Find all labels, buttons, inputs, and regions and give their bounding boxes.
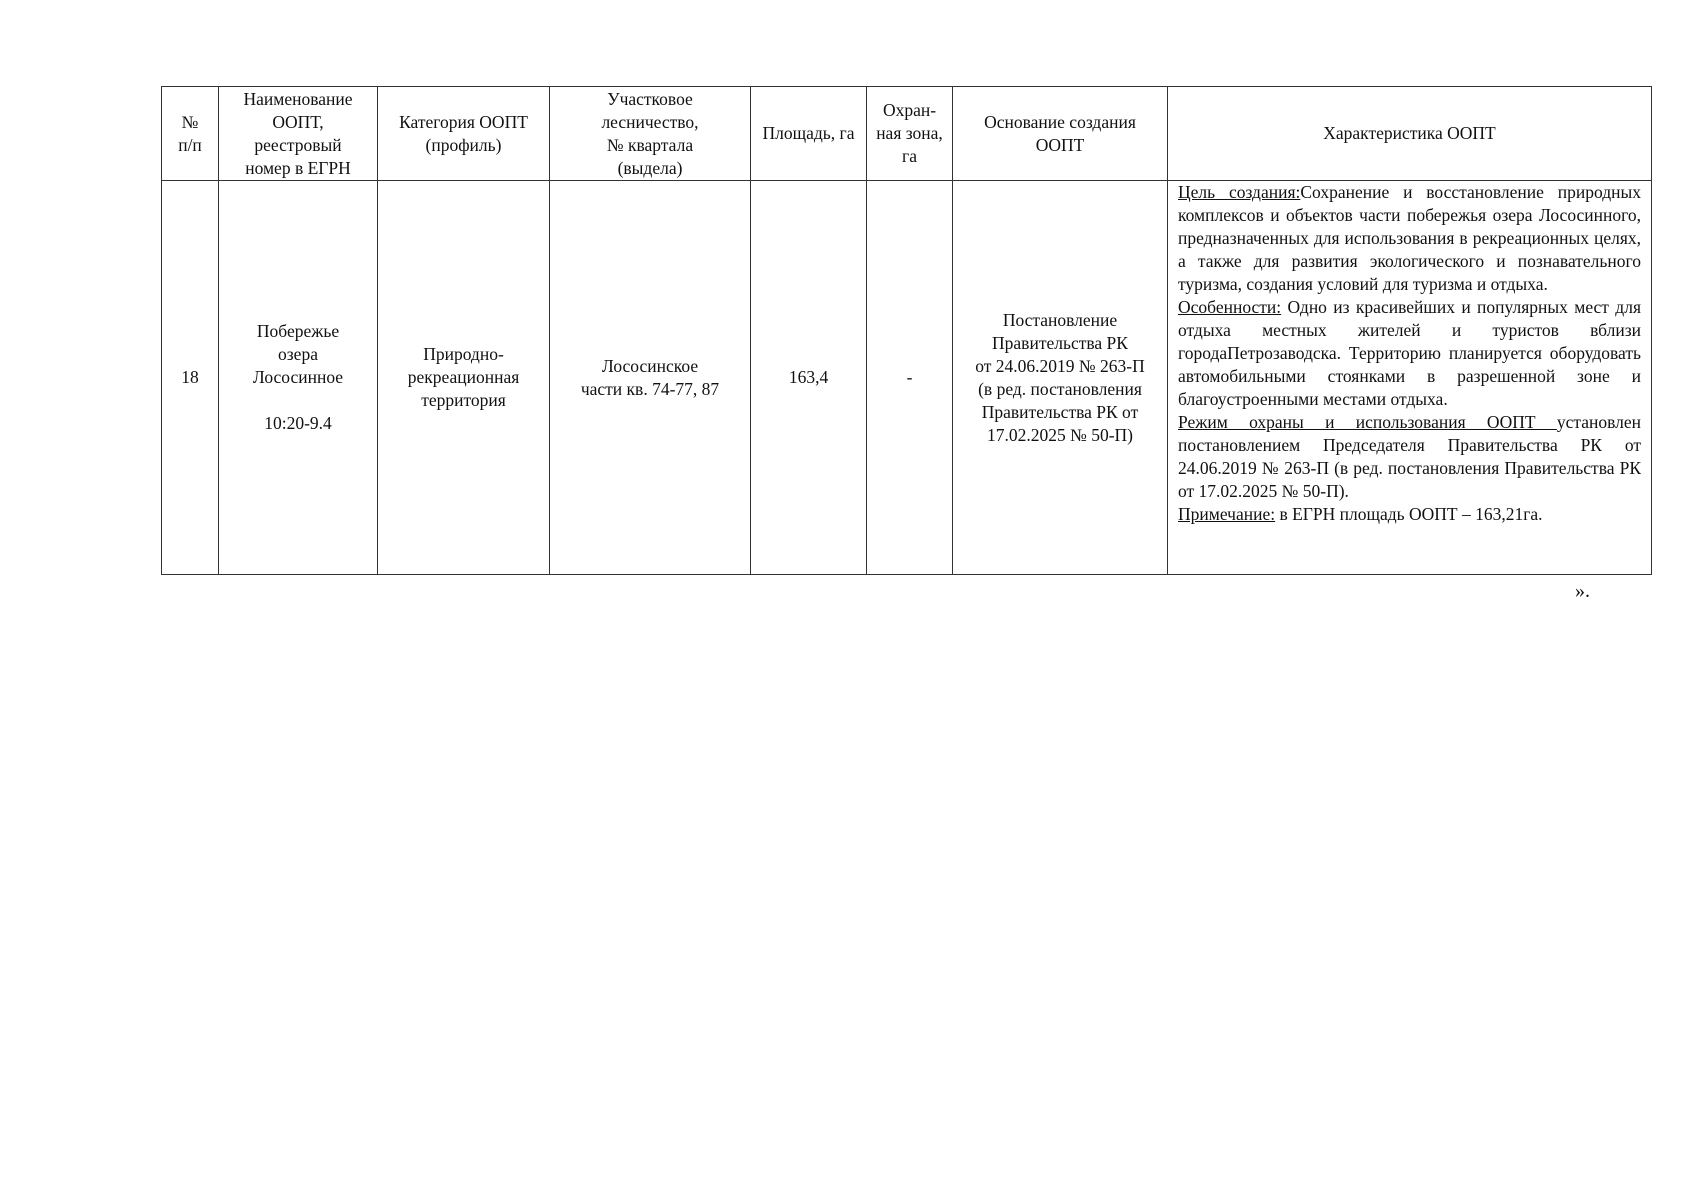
note-paragraph [1178,503,1641,526]
cell-characteristics [1168,181,1652,575]
regime-label: Режим охраны и использования ООПТ [1178,412,1557,432]
header-characteristics: Характеристика ООПТ [1168,87,1652,181]
purpose-paragraph [1178,181,1641,296]
header-name: Наименование ООПТ, реестровый номер в ЕГРН [219,87,378,181]
cell-num: 18 [162,181,219,575]
regime-text: установлен постановлением Председателя Правительства РК от 24.06.2019 № 263-П (в ред. постановления Правительства РК от 17.02.2025 № 50-П). [1178,412,1641,501]
regime-paragraph [1178,411,1641,503]
table-row [162,181,1652,575]
header-num: № п/п [162,87,219,181]
purpose-label: Цель создания: [1178,182,1301,202]
table-header-row [162,87,1652,181]
cell-buffer-zone: - [867,181,953,575]
oopt-table [161,86,1652,575]
cell-category: Природно- рекреационная территория [378,181,550,575]
cell-forestry: Лососинское части кв. 74-77, 87 [550,181,751,575]
features-text: Одно из красивейших и популярных мест для отдыха местных жителей и туристов вблизи городаПетрозаводска. Территорию планируется оборудовать автомобильными стоянками в разрешенной зоне и благоустроенными местами отдыха. [1178,297,1641,409]
closing-quote-mark: ». [1575,580,1590,602]
features-label: Особенности: [1178,297,1282,317]
cell-basis: Постановление Правительства РК от 24.06.2019 № 263-П (в ред. постановления Правительства РК от 17.02.2025 № 50-П) [953,181,1168,575]
header-buffer-zone: Охран- ная зона, га [867,87,953,181]
features-paragraph [1178,296,1641,411]
header-category: Категория ООПТ (профиль) [378,87,550,181]
header-forestry: Участковое лесничество, № квартала (выдела) [550,87,751,181]
cell-area: 163,4 [751,181,867,575]
header-basis: Основание создания ООПТ [953,87,1168,181]
header-area: Площадь, га [751,87,867,181]
purpose-text: Сохранение и восстановление природных комплексов и объектов части побережья озера Лососинного, предназначенных для использования в рекреационных целях, а также для развития экологического и познавательного туризма, создания условий для туризма и отдыха. [1178,182,1641,294]
note-label: Примечание: [1178,504,1276,524]
note-text: в ЕГРН площадь ООПТ – 163,21га. [1275,504,1543,524]
cell-name: Побережье озера Лососинное 10:20-9.4 [219,181,378,575]
